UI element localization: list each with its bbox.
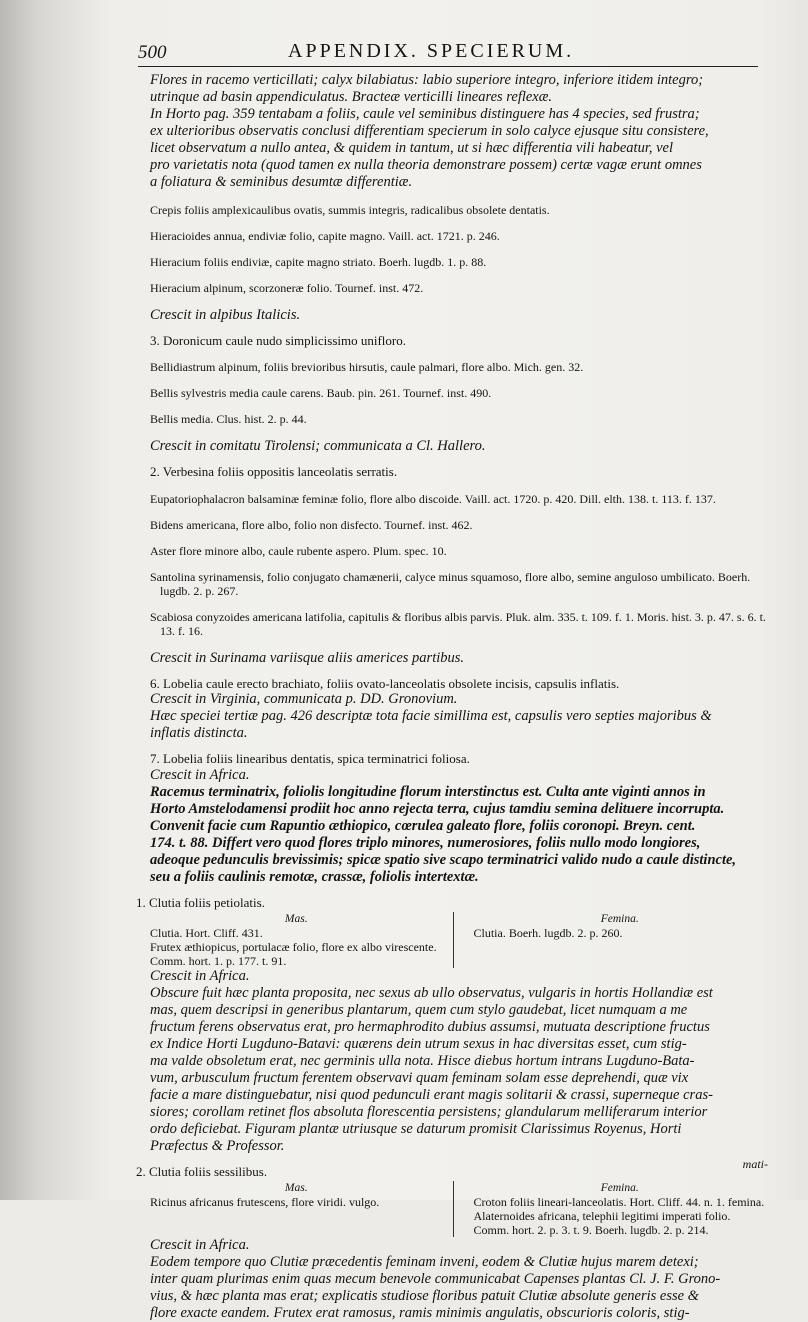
text-line: Præfectus & Professor. xyxy=(150,1138,285,1155)
page-header xyxy=(138,40,758,67)
text-line: Racemus terminatrix, foliolis longitudine florum interstinctus est. Culta ante viginti annos in xyxy=(150,783,706,800)
synonym-line: Bellidiastrum alpinum, foliis brevioribus hirsutis, caule palmari, flore albo. Mich. gen. 32. xyxy=(150,360,584,375)
running-title: APPENDIX. SPECIERUM. xyxy=(288,40,575,62)
text-line: inflatis distincta. xyxy=(150,725,248,742)
femina-column xyxy=(454,1181,767,1237)
lobelia-6-entry xyxy=(136,676,766,742)
mas-label: Mas. xyxy=(284,1182,308,1195)
intro-line: utrinque ad basin appendiculatus. Bracteæ verticilli lineares reflexæ. xyxy=(150,89,553,105)
text-line: Convenit facie cum Rapuntio æthiopico, cœrulea galeato flore, foliis coronopi. Breyn. cent. xyxy=(150,817,696,834)
habitat-line: Crescit in alpibus Italicis. xyxy=(150,307,301,323)
femina-column xyxy=(454,912,767,968)
text-line: siores; corollam retinet flos absoluta florescentia persistens; glandularum melliferarum interior xyxy=(150,1104,708,1121)
text-line: ma valde obsoletum erat, nec germinis ulla nota. Hisce diebus hortum intrans Lugduno-Bata- xyxy=(150,1053,695,1070)
intro-line: a foliatura & seminibus desumtæ differentiæ. xyxy=(150,174,413,190)
text-line: ex Indice Horti Lugduno-Batavi: quærens dein utrum sexus in hac diversitas esset, cum stig- xyxy=(150,1036,687,1053)
synonym-line: Santolina syrinamensis, folio conjugato chamænerii, calyce minus squamoso, flore albo, semine anguloso umbilicato. Boerh. lugdb. 2. p. 267. xyxy=(150,569,751,598)
text-line: seu a foliis caulinis remotæ, crassæ, foliolis intertextæ. xyxy=(150,868,479,885)
page-content xyxy=(136,72,766,1322)
doronicum-entry xyxy=(136,333,766,455)
femina-label: Femina. xyxy=(600,913,639,926)
synonym-line: Bellis sylvestris media caule carens. Baub. pin. 261. Tournef. inst. 490. xyxy=(150,386,492,401)
synonym-line: Eupatoriophalacron balsaminæ feminæ folio, flore albo discoide. Vaill. act. 1720. p. 420. Dill. elth. 138. t. 113. f. 137. xyxy=(150,491,716,506)
page-number: 500 xyxy=(138,42,167,63)
text-line: adeoque pedunculis brevissimis; spicæ spatio sive scapo terminatrici valido nudo a caule distincte, xyxy=(150,851,737,868)
text-line: flore exacte eandem. Frutex erat ramosus, ramis minimis angulatis, obscurioris coloris, stig- xyxy=(150,1305,690,1322)
text-line: vius, & hæc planta mas erat; explicatis studiose floribus patuit Clutiæ absolute generis esse & xyxy=(150,1288,699,1305)
clutia-2-entry xyxy=(136,1164,766,1322)
intro-line: licet observatum a nullo antea, & quidem in tantum, ut si hæc differentia vili habeatur, vel xyxy=(150,140,674,156)
species-heading: Crepis foliis amplexicaulibus ovatis, summis integris, radicalibus obsolete dentatis. xyxy=(150,203,550,217)
text-line: vum, arbusculum fructum ferentem observavi quam feminam solam esse deprehendi, quæ vix xyxy=(150,1070,689,1087)
intro-line: ex ulterioribus observatis conclusi differentiam specierum in solo calyce ejusque situ consistere, xyxy=(150,123,709,139)
synonym-line: Clutia. Hort. Cliff. 431. xyxy=(150,926,263,941)
text-line: fructum ferens observatus erat, pro hermaphrodito dubius assumsi, mutuata descriptione fructus xyxy=(150,1019,710,1036)
catchword: mati- xyxy=(742,1157,768,1171)
synonym-line: Bidens americana, flore albo, folio non disfecto. Tournef. inst. 462. xyxy=(150,517,473,532)
intro-line: In Horto pag. 359 tentabam a foliis, caule vel seminibus distinguere has 4 species, sed frustra; xyxy=(150,106,700,122)
synonym-line: Clutia. Boerh. lugdb. 2. p. 260. xyxy=(473,926,623,941)
habitat-line: Crescit in Virginia, communicata p. DD. Gronovium. xyxy=(150,691,458,708)
text-line: ordo deficiebat. Figuram plantæ utriusque se daturum promisit Clarissimus Royenus, Horti xyxy=(150,1121,682,1138)
synonym-line: Alaternoides africana, telephii legitimi imperati folio. Comm. hort. 2. p. 3. t. 9. Boerh. lugdb. 2. p. 214. xyxy=(473,1209,731,1238)
intro-line: Flores in racemo verticillati; calyx bilabiatus: labio superiore integro, inferiore itidem integro; xyxy=(150,72,704,88)
text-line: mas, quem descripsi in generibus plantarum, quem cum stylo gaudebat, licet numquam a me xyxy=(150,1002,688,1019)
mas-column xyxy=(136,1181,454,1237)
synonym-line: Hieracium foliis endiviæ, capite magno striato. Boerh. lugdb. 1. p. 88. xyxy=(150,255,487,269)
species-heading: 2. Verbesina foliis oppositis lanceolatis serratis. xyxy=(150,464,398,480)
synonym-line: Scabiosa conyzoides americana latifolia, capitulis & floribus albis parvis. Pluk. alm. 335. t. 109. f. 1. Moris. hist. 3. p. 47. s. 6. t. 13. f. 16. xyxy=(150,609,766,638)
text-line: Horto Amstelodamensi prodiit hoc anno rejecta terra, cujus tamdiu semina delituere incorrupta. xyxy=(150,800,725,817)
crepis-entry xyxy=(136,203,766,324)
clutia-1-entry xyxy=(136,895,766,1155)
text-line: Eodem tempore quo Clutiæ præcedentis feminam inveni, eodem & Clutiæ hujus marem detexi; xyxy=(150,1254,699,1271)
synonym-line: Hieracium alpinum, scorzoneræ folio. Tournef. inst. 472. xyxy=(150,281,424,295)
text-line: facie a mare distinguebatur, nisi quod pedunculi erant magis solitarii & crassi, superneque cras- xyxy=(150,1087,713,1104)
species-heading: 7. Lobelia foliis linearibus dentatis, spica terminatrici foliosa. xyxy=(150,751,470,767)
mas-column xyxy=(136,912,454,968)
species-heading: 2. Clutia foliis sessilibus. xyxy=(136,1164,268,1180)
text-line: 174. t. 88. Differt vero quod flores triplo minores, numerosiores, foliis nullo modo longiores, xyxy=(150,834,701,851)
synonym-line: Bellis media. Clus. hist. 2. p. 44. xyxy=(150,412,307,427)
synonym-line: Ricinus africanus frutescens, flore viridi. vulgo. xyxy=(150,1195,380,1210)
lobelia-7-entry xyxy=(136,751,766,885)
synonym-line: Aster flore minore albo, caule rubente aspero. Plum. spec. 10. xyxy=(150,543,447,558)
mas-label: Mas. xyxy=(284,913,308,926)
synonym-line: Croton foliis lineari-lanceolatis. Hort. Cliff. 44. n. 1. femina. xyxy=(473,1195,765,1210)
synonym-line: Hieracioides annua, endiviæ folio, capite magno. Vaill. act. 1721. p. 246. xyxy=(150,229,500,243)
sex-columns xyxy=(136,912,766,968)
femina-label: Femina. xyxy=(600,1182,639,1195)
sex-columns xyxy=(136,1181,766,1237)
habitat-line: Crescit in Africa. xyxy=(150,968,250,985)
text-line: Obscure fuit hæc planta proposita, nec sexus ab ullo observatus, vulgaris in hortis Hollandiæ est xyxy=(150,985,713,1002)
habitat-line: Crescit in comitatu Tirolensi; communicata a Cl. Hallero. xyxy=(150,438,486,455)
verbesina-entry xyxy=(136,464,766,666)
species-heading: 1. Clutia foliis petiolatis. xyxy=(136,894,265,910)
intro-line: pro varietatis nota (quod tamen ex nulla theoria demonstrare possem) certæ vagæ erunt omnes xyxy=(150,157,702,173)
text-line: inter quam plurimas enim quas mecum benevole communicabat Capenses plantas Cl. J. F. Grono- xyxy=(150,1271,721,1288)
habitat-line: Crescit in Africa. xyxy=(150,766,250,783)
synonym-line: Frutex æthiopicus, portulacæ folio, flore ex albo virescente. Comm. hort. 1. p. 177. t. 91. xyxy=(150,940,437,969)
intro-block xyxy=(136,72,766,191)
habitat-line: Crescit in Africa. xyxy=(150,1237,250,1254)
text-line: Hæc speciei tertiæ pag. 426 descriptæ tota facie simillima est, capsulis vero septies majoribus & xyxy=(150,708,712,725)
species-heading: 3. Doronicum caule nudo simplicissimo unifloro. xyxy=(150,333,406,348)
species-heading: 6. Lobelia caule erecto brachiato, foliis ovato-lanceolatis obsolete incisis, capsulis inflatis. xyxy=(150,675,620,691)
habitat-line: Crescit in Surinama variisque aliis americes partibus. xyxy=(150,649,465,666)
